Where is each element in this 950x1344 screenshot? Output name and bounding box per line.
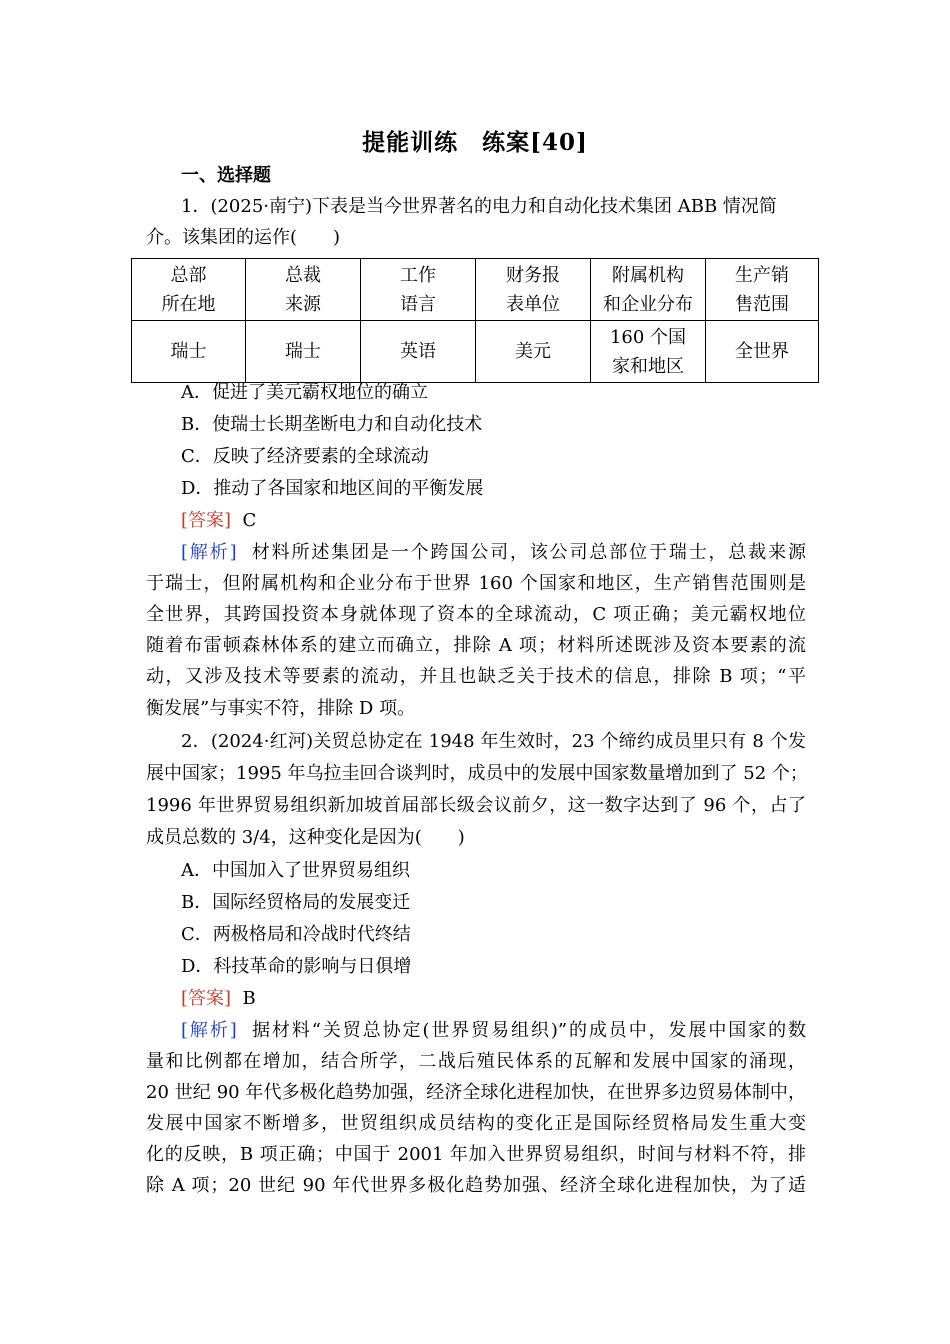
table-header-cell: 总裁 来源 [246,259,361,321]
q1-option-a: A．促进了美元霸权地位的确立 [181,382,428,403]
q2-stem-line-2: 展中国家；1995 年乌拉圭回合谈判时，成员中的发展中国家数量增加到了 52 个； [146,763,808,784]
q2-answer [181,987,256,1011]
table-header-cell: 生产销 售范围 [706,259,819,321]
table-header-cell: 总部 所在地 [132,259,246,321]
q1-stem-line-1: 1．(2025·南宁)下表是当今世界著名的电力和自动化技术集团 ABB 情况简 [181,196,777,217]
q2-option-a: A．中国加入了世界贸易组织 [181,860,410,881]
table-header-cell: 财务报 表单位 [476,259,591,321]
q1-option-c: C．反映了经济要素的全球流动 [181,446,429,467]
q1-answer [181,509,256,533]
analysis-tag: [解析] [181,542,237,563]
answer-value: C [242,510,257,531]
section-heading: 一、选择题 [181,165,271,186]
answer-tag: [答案] [181,988,232,1009]
q1-analysis-line-6: 衡发展”与事实不符，排除 D 项。 [146,698,416,719]
table-header-cell: 附属机构 和企业分布 [591,259,706,321]
q1-analysis-line-2: 于瑞士，但附属机构和企业分布于世界 160 个国家和地区，生产销售范围则是 [146,573,806,594]
q1-stem-line-2: 介。该集团的运作( ) [146,227,341,248]
q1-analysis-line-5: 动，又涉及技术等要素的流动，并且也缺乏关于技术的信息，排除 B 项；“平 [146,666,806,687]
analysis-tag: [解析] [181,1020,237,1041]
q1-analysis-line-1: [解析] 材料所述集团是一个跨国公司，该公司总部位于瑞士，总裁来源 [181,542,806,563]
page-title: 提能训练 练案[40] [362,129,588,156]
table-header-row [132,259,819,321]
q2-option-b: B．国际经贸格局的发展变迁 [181,892,411,913]
q1-option-d: D．推动了各国家和地区间的平衡发展 [181,478,484,499]
table-header-cell: 工作 语言 [361,259,476,321]
q2-analysis-line-3: 20 世纪 90 年代多极化趋势加强，经济全球化进程加快，在世界多边贸易体制中， [146,1082,806,1103]
table-cell: 全世界 [706,321,819,383]
q2-option-c: C．两极格局和冷战时代终结 [181,924,411,945]
q2-analysis-line-5: 化的反映，B 项正确；中国于 2001 年加入世界贸易组织，时间与材料不符，排 [146,1144,806,1165]
q2-stem-line-1: 2．(2024·红河)关贸总协定在 1948 年生效时，23 个缔约成员里只有 8 个发 [181,731,806,752]
q1-option-b: B．使瑞士长期垄断电力和自动化技术 [181,414,483,435]
q2-stem-line-4: 成员总数的 3/4，这种变化是因为( ) [146,827,465,848]
table-cell: 160 个国 家和地区 [591,321,706,383]
table-cell: 英语 [361,321,476,383]
table-row [132,321,819,383]
q2-analysis-line-4: 发展中国家不断增多，世贸组织成员结构的变化正是国际经贸格局发生重大变 [146,1113,806,1134]
q2-stem-line-3: 1996 年世界贸易组织新加坡首届部长级会议前夕，这一数字达到了 96 个，占了 [146,795,806,816]
table-cell: 瑞士 [132,321,246,383]
q2-analysis-line-6: 除 A 项；20 世纪 90 年代世界多极化趋势加强、经济全球化进程加快，为了适 [146,1175,806,1196]
q1-analysis-line-3: 全世界，其跨国投资本身就体现了资本的全球流动，C 项正确；美元霸权地位 [146,604,806,625]
table-cell: 瑞士 [246,321,361,383]
q2-analysis-line-2: 量和比例都在增加，结合所学，二战后殖民体系的瓦解和发展中国家的涌现， [146,1051,806,1072]
answer-value: B [242,988,256,1009]
abb-info-table [131,258,819,383]
q2-option-d: D．科技革命的影响与日俱增 [181,956,412,977]
q2-analysis-line-1: [解析] 据材料“关贸总协定(世界贸易组织)”的成员中，发展中国家的数 [181,1020,806,1041]
q1-analysis-line-4: 随着布雷顿森林体系的建立而确立，排除 A 项；材料所述既涉及资本要素的流 [146,635,806,656]
answer-tag: [答案] [181,510,232,531]
table-cell: 美元 [476,321,591,383]
